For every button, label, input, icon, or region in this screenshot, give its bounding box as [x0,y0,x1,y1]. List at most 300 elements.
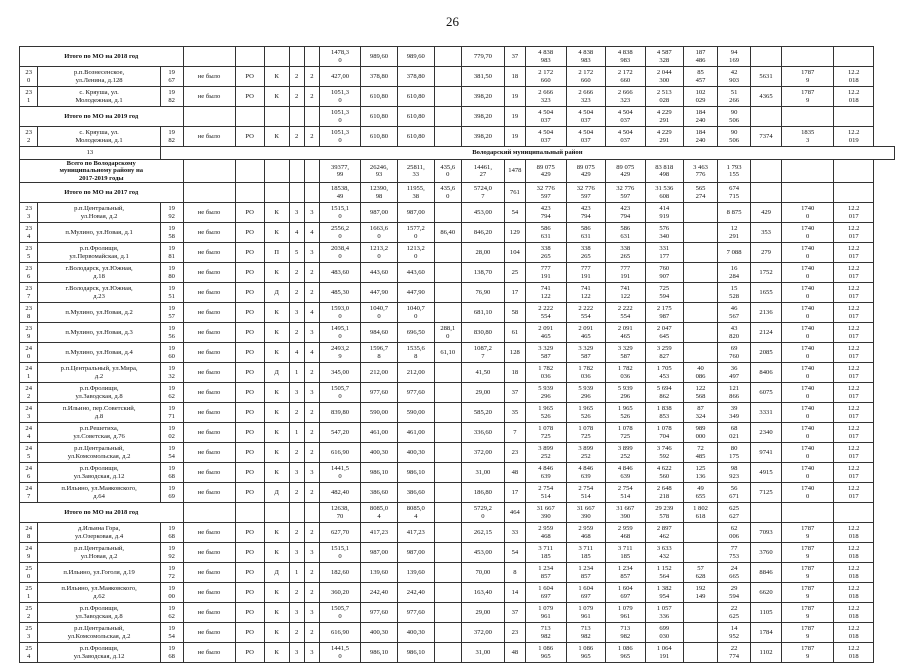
table-row [20,483,895,503]
address-cell: г.Володарск, ул.Южная, д.23 [38,283,160,303]
value-cell: 68 021 [718,423,750,443]
value-cell [750,47,781,67]
value-cell [304,160,319,183]
value-cell: 182,60 [319,563,360,583]
value-cell: 2 172 660 [566,67,605,87]
value-cell: 8085,0 4 [397,503,434,523]
value-cell: 139,60 [361,563,398,583]
value-cell: 625 627 [718,503,750,523]
value-cell: 3 711 185 [566,543,605,563]
value-cell: 3 329 587 [605,343,645,363]
value-cell: 1740 0 [782,223,834,243]
value-cell: 212,00 [361,363,398,383]
value-cell: 4 846 639 [525,463,566,483]
value-cell: К [264,543,289,563]
value-cell: не было [183,303,235,323]
value-cell: 435,6 0 [434,183,461,203]
value-cell: 760 907 [645,263,683,283]
value-cell: 1495,1 0 [319,323,360,343]
table-row [20,363,895,383]
value-cell: 400,30 [397,443,434,463]
value-cell: 3 [304,383,319,403]
value-cell: 353 [750,223,781,243]
value-cell: 6075 [750,383,781,403]
value-cell: 98 923 [718,463,750,483]
value-cell [434,363,461,383]
value-cell: 1087,2 7 [461,343,504,363]
value-cell: 4 229 291 [645,127,683,147]
value-cell: 1 086 965 [605,643,645,663]
value-cell [183,160,235,183]
value-cell: 725 594 [645,283,683,303]
value-cell: 186,80 [461,483,504,503]
value-cell [683,523,718,543]
value-cell: 31 667 390 [605,503,645,523]
value-cell: 19 32 [160,363,183,383]
table-row [20,563,895,583]
value-cell: 2 959 468 [566,523,605,543]
value-cell [434,243,461,263]
value-cell: 2 [304,87,319,107]
value-cell: 51 266 [718,87,750,107]
value-cell: 3 259 827 [645,343,683,363]
value-cell: 585,20 [461,403,504,423]
value-cell: 1478 [505,160,526,183]
value-cell [289,160,304,183]
value-cell: 987,00 [361,203,398,223]
value-cell: 3 [304,463,319,483]
value-cell: 128 [505,343,526,363]
value-cell [434,523,461,543]
total-row [20,47,895,67]
value-cell: 5 [289,243,304,263]
value-cell: РО [235,263,264,283]
value-cell [434,463,461,483]
value-cell: 19 72 [160,563,183,583]
value-cell: 12.2 017 [834,223,874,243]
value-cell: 1 [289,563,304,583]
total-label: Всего по Володарскому муниципальному району на 2017-2019 годы [20,160,184,183]
value-cell: 2 172 660 [605,67,645,87]
value-cell: 2 754 514 [566,483,605,503]
value-cell [434,107,461,127]
value-cell: 372,00 [461,443,504,463]
row-number: 25 0 [20,563,38,583]
value-cell: 39377, 99 [319,160,360,183]
value-cell: 1740 0 [782,403,834,423]
value-cell: 61 [505,323,526,343]
value-cell [683,203,718,223]
value-cell [750,160,781,183]
value-cell: не было [183,283,235,303]
value-cell: 443,60 [361,263,398,283]
value-cell: 1 604 697 [605,583,645,603]
value-cell: 741 122 [566,283,605,303]
value-cell: не было [183,383,235,403]
value-cell: 590,00 [397,403,434,423]
address-cell: п.Мулино, ул.Новая, д.1 [38,223,160,243]
value-cell: 31 667 390 [525,503,566,523]
value-cell: 977,60 [361,383,398,403]
value-cell: РО [235,127,264,147]
row-number: 23 9 [20,323,38,343]
value-cell: 3 711 185 [525,543,566,563]
row-number: 24 1 [20,363,38,383]
value-cell: 627,70 [319,523,360,543]
value-cell: 3 899 252 [525,443,566,463]
value-cell: 2124 [750,323,781,343]
value-cell [683,643,718,663]
value-cell: РО [235,223,264,243]
value-cell: 1 [289,423,304,443]
value-cell: 102 029 [683,87,718,107]
value-cell: 1740 0 [782,303,834,323]
value-cell: 461,00 [361,423,398,443]
value-cell: К [264,303,289,323]
value-cell: РО [235,583,264,603]
value-cell: 3 [304,543,319,563]
value-cell: не было [183,563,235,583]
value-cell [750,183,781,203]
value-cell: 1105 [750,603,781,623]
value-cell: 29,00 [461,603,504,623]
value-cell: 1663,6 0 [361,223,398,243]
value-cell: 4 [304,303,319,323]
value-cell: 242,40 [361,583,398,603]
value-cell: 3 899 252 [605,443,645,463]
value-cell: 8846 [750,563,781,583]
value-cell [264,503,289,523]
value-cell: 37 [505,603,526,623]
value-cell [183,47,235,67]
value-cell: РО [235,603,264,623]
address-cell: п.Ильино, ул.Гоголя, д.19 [38,563,160,583]
value-cell: 12.2 018 [834,623,874,643]
value-cell [683,343,718,363]
value-cell: 58 [505,303,526,323]
value-cell: не было [183,223,235,243]
value-cell: 139,60 [397,563,434,583]
value-cell: 5724,0 7 [461,183,504,203]
value-cell [683,543,718,563]
value-cell [434,583,461,603]
value-cell [434,403,461,423]
value-cell: 12.2 019 [834,127,874,147]
value-cell: 12.2 018 [834,67,874,87]
value-cell: 12.2 017 [834,383,874,403]
value-cell [289,107,304,127]
row-number: 24 6 [20,463,38,483]
value-cell: 1 152 564 [645,563,683,583]
value-cell: К [264,423,289,443]
value-cell: 2 [304,403,319,423]
value-cell: РО [235,483,264,503]
value-cell: 70,00 [461,563,504,583]
value-cell: К [264,403,289,423]
value-cell: 19 62 [160,603,183,623]
section-number: 13 [20,147,161,160]
value-cell: 338 265 [525,243,566,263]
value-cell: 1 079 961 [605,603,645,623]
value-cell: 12.2 017 [834,343,874,363]
value-cell: 1 [289,363,304,383]
value-cell: 72 485 [683,443,718,463]
total-label: Итого по МО на 2018 год [20,47,184,67]
value-cell: 398,20 [461,107,504,127]
value-cell: 3 [304,643,319,663]
value-cell: 846,20 [461,223,504,243]
value-cell [683,283,718,303]
value-cell: 453,00 [461,203,504,223]
value-cell [434,203,461,223]
value-cell: Д [264,283,289,303]
value-cell [434,563,461,583]
row-number: 23 2 [20,127,38,147]
total-label: Итого по МО на 2017 год [20,183,184,203]
value-cell: 3 463 776 [683,160,718,183]
value-cell: 18 [505,363,526,383]
value-cell: 986,10 [361,643,398,663]
value-cell: 386,60 [397,483,434,503]
table-row [20,543,895,563]
value-cell: 398,20 [461,127,504,147]
value-cell: РО [235,463,264,483]
table-row [20,463,895,483]
value-cell: 1478,3 0 [319,47,360,67]
value-cell: 398,20 [461,87,504,107]
value-cell: 4 838 983 [605,47,645,67]
value-cell: 262,15 [461,523,504,543]
value-cell: 90 506 [718,107,750,127]
value-cell: 610,80 [361,127,398,147]
address-cell: р.п.Фролищи, ул.Первомайская, д.1 [38,243,160,263]
value-cell: 1 078 725 [566,423,605,443]
value-cell: 3 899 252 [566,443,605,463]
value-cell: 2 222 554 [566,303,605,323]
value-cell: не было [183,203,235,223]
value-cell: не было [183,127,235,147]
value-cell: 57 628 [683,563,718,583]
value-cell: 986,10 [397,643,434,663]
value-cell: 1740 0 [782,463,834,483]
row-number: 25 1 [20,583,38,603]
value-cell: 1 965 526 [566,403,605,423]
value-cell: 89 075 429 [605,160,645,183]
value-cell: РО [235,203,264,223]
value-cell: 48 [505,643,526,663]
value-cell: 4 846 639 [566,463,605,483]
value-cell: 3 [289,203,304,223]
value-cell: РО [235,403,264,423]
value-cell: 1505,7 0 [319,383,360,403]
value-cell: 989,60 [397,47,434,67]
value-cell [304,47,319,67]
value-cell: 3 329 587 [525,343,566,363]
value-cell [782,47,834,67]
value-cell: 741 122 [525,283,566,303]
value-cell: 1740 0 [782,383,834,403]
value-cell: 5631 [750,67,781,87]
value-cell: 19 [505,87,526,107]
row-number: 24 2 [20,383,38,403]
value-cell: 987,00 [397,543,434,563]
value-cell: 378,80 [361,67,398,87]
value-cell: 4 838 983 [525,47,566,67]
value-cell: 288,1 0 [434,323,461,343]
value-cell: не было [183,483,235,503]
value-cell: 2 959 468 [605,523,645,543]
value-cell: 80 175 [718,443,750,463]
value-cell: Д [264,363,289,383]
value-cell: 12.2 018 [834,583,874,603]
value-cell: 46 567 [718,303,750,323]
value-cell: 7125 [750,483,781,503]
value-cell: 14461, 27 [461,160,504,183]
value-cell [289,503,304,523]
value-cell: РО [235,563,264,583]
value-cell: 14 [505,583,526,603]
value-cell: 1515,1 0 [319,543,360,563]
value-cell: 1655 [750,283,781,303]
value-cell: 121 866 [718,383,750,403]
value-cell: 12.2 017 [834,263,874,283]
value-cell: 17 [505,283,526,303]
value-cell: 453,00 [461,543,504,563]
value-cell: 777 191 [566,263,605,283]
value-cell: 1787 9 [782,623,834,643]
value-cell: 2 [304,483,319,503]
table-row [20,87,895,107]
value-cell: 989,60 [361,47,398,67]
table-row [20,263,895,283]
value-cell [235,160,264,183]
value-cell: 1441,5 0 [319,463,360,483]
value-cell: 713 982 [525,623,566,643]
value-cell: РО [235,343,264,363]
value-cell: 2 091 465 [525,323,566,343]
value-cell: 76,90 [461,283,504,303]
value-cell [683,263,718,283]
value-cell [235,503,264,523]
value-cell: 3 [289,383,304,403]
value-cell: 483,60 [319,263,360,283]
value-cell: 1787 9 [782,643,834,663]
value-cell: 17 [505,483,526,503]
value-cell: 2 [289,127,304,147]
value-cell: К [264,323,289,343]
value-cell: К [264,623,289,643]
value-cell: 1784 [750,623,781,643]
value-cell: 1 802 618 [683,503,718,523]
value-cell: 2 754 514 [525,483,566,503]
value-cell [264,107,289,127]
value-cell: 1051,3 0 [319,87,360,107]
row-number: 23 5 [20,243,38,263]
value-cell: 1787 9 [782,563,834,583]
value-cell: 2 [304,623,319,643]
value-cell: 3331 [750,403,781,423]
value-cell: 2 [289,443,304,463]
value-cell: 7 088 [718,243,750,263]
value-cell: 1 057 336 [645,603,683,623]
value-cell: 2 [289,483,304,503]
value-cell: 1 782 036 [525,363,566,383]
section-row [20,147,895,160]
value-cell: 3 [304,203,319,223]
value-cell: 2 222 554 [605,303,645,323]
value-cell: 2136 [750,303,781,323]
value-cell: 378,80 [397,67,434,87]
page-number: 26 [446,14,459,29]
value-cell: 414 919 [645,203,683,223]
value-cell: К [264,603,289,623]
value-cell: 977,60 [361,603,398,623]
value-cell: 1515,1 0 [319,203,360,223]
value-cell: 1740 0 [782,263,834,283]
value-cell [434,47,461,67]
address-cell: п.Ильино, ул.Маяковского, д.64 [38,483,160,503]
value-cell: 4915 [750,463,781,483]
value-cell: 37 [505,383,526,403]
value-cell: 4 504 037 [566,107,605,127]
value-cell [683,303,718,323]
value-cell: 122 568 [683,383,718,403]
value-cell: не было [183,67,235,87]
value-cell: 19 92 [160,543,183,563]
address-cell: с. Кряуша, ул. Молодежная, д.1 [38,87,160,107]
value-cell: 2 222 554 [525,303,566,323]
value-cell: 39 349 [718,403,750,423]
value-cell: 1505,7 0 [319,603,360,623]
value-cell: 1040,7 0 [397,303,434,323]
row-number: 23 3 [20,203,38,223]
value-cell: 19 92 [160,203,183,223]
value-cell: 94 169 [718,47,750,67]
value-cell: не было [183,543,235,563]
value-cell: 12390, 98 [361,183,398,203]
value-cell: 3 [304,243,319,263]
value-cell: 32 776 597 [525,183,566,203]
value-cell: 138,70 [461,263,504,283]
value-cell: 8 875 [718,203,750,223]
value-cell: 7 [505,423,526,443]
address-cell: п.Ильино, ул.Маяковского, д.62 [38,583,160,603]
value-cell: 429 [750,203,781,223]
value-cell: не было [183,583,235,603]
value-cell: не было [183,263,235,283]
value-cell: 986,10 [397,463,434,483]
value-cell: 12.2 017 [834,283,874,303]
value-cell: 4 504 037 [566,127,605,147]
value-cell: 40 086 [683,363,718,383]
value-cell: 19 69 [160,483,183,503]
value-cell: 674 715 [718,183,750,203]
value-cell [434,543,461,563]
value-cell: не было [183,403,235,423]
value-cell: 29 594 [718,583,750,603]
value-cell: 381,50 [461,67,504,87]
value-cell: 2 [304,283,319,303]
value-cell: 192 149 [683,583,718,603]
value-cell: 19 62 [160,383,183,403]
value-cell: 19 57 [160,303,183,323]
value-cell: 89 075 429 [566,160,605,183]
value-cell: 713 982 [566,623,605,643]
value-cell [304,107,319,127]
value-cell: 19 56 [160,323,183,343]
value-cell: 3 [289,603,304,623]
value-cell: К [264,383,289,403]
